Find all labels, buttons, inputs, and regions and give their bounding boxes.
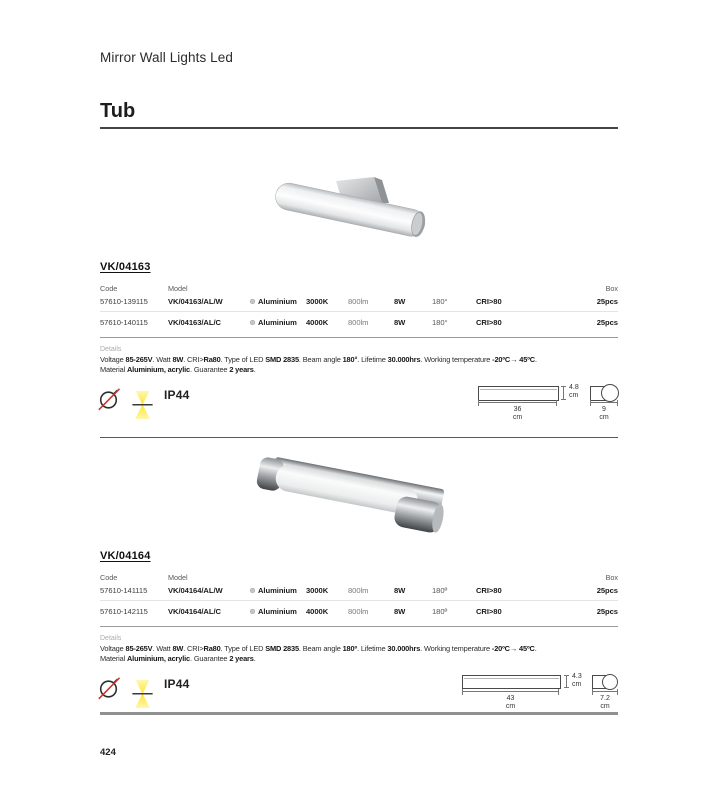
dimension-front-view — [478, 386, 559, 401]
cell-code: 57610-140115 — [100, 318, 148, 327]
table-row — [100, 312, 618, 337]
cell-box-qty: 25pcs — [596, 297, 618, 306]
product-sku[interactable]: VK/04164 — [100, 550, 151, 562]
dimension-height-label: 4.3 cm — [572, 673, 582, 688]
cell-model: VK/04164/AL/W — [168, 586, 223, 595]
col-header-model: Model — [168, 573, 188, 582]
dimension-length-line — [478, 402, 557, 403]
light-up-down-icon — [129, 679, 156, 709]
cell-finish — [250, 607, 306, 616]
cell-code: 57610-142115 — [100, 607, 148, 616]
cell-beam-angle: 180° — [432, 297, 448, 306]
cell-color-temp: 3000K — [306, 297, 329, 306]
cell-color-temp: 4000K — [306, 318, 329, 327]
cell-lumen: 800lm — [348, 318, 369, 327]
col-header-model: Model — [168, 284, 188, 293]
details-line-specs: Voltage 85-265V. Watt 8W. CRI>Ra80. Type of LED SMD 2835. Beam angle 180º. Lifetime 30.000hrs. Working temperature -20ºC→ 45ºC. — [100, 644, 537, 653]
details-line-specs: Voltage 85-265V. Watt 8W. CRI>Ra80. Type of LED SMD 2835. Beam angle 180°. Lifetime 30.000hrs. Working temperature -20ºC→ 45ºC. — [100, 355, 537, 364]
cell-finish — [250, 318, 306, 327]
table-row — [100, 601, 618, 626]
cell-lumen: 800lm — [348, 297, 369, 306]
cell-model: VK/04163/AL/W — [168, 297, 223, 306]
cell-box-qty: 25pcs — [596, 318, 618, 327]
light-up-down-icon — [129, 390, 156, 420]
dimension-length-line — [462, 691, 559, 692]
col-header-box: Box — [605, 573, 618, 582]
page-category: Mirror Wall Lights Led — [100, 50, 233, 65]
dimension-depth-line — [592, 691, 618, 692]
section-divider — [100, 437, 618, 438]
finish-color-dot — [250, 609, 255, 614]
ip-rating-badge: IP44 — [164, 677, 190, 691]
dimension-depth-label: 9 cm — [599, 406, 609, 421]
details-line-material: Material Aluminium, acrylic. Guarantee 2 years. — [100, 364, 256, 374]
title-divider — [100, 127, 618, 129]
cell-finish — [250, 297, 306, 306]
cell-watt: 8W — [394, 318, 406, 327]
col-header-box: Box — [605, 284, 618, 293]
finish-color-dot — [250, 299, 255, 304]
dimension-depth-label: 7.2 cm — [600, 695, 610, 710]
finish-label: Aluminium — [258, 607, 297, 616]
table-header-row — [100, 284, 618, 294]
col-header-code: Code — [100, 284, 118, 293]
dimension-length-label: 36 cm — [512, 406, 523, 421]
cell-cri: CRI>80 — [476, 297, 502, 306]
spec-table — [100, 573, 618, 627]
table-header-row — [100, 573, 618, 583]
cell-code: 57610-139115 — [100, 297, 148, 306]
dimension-length-label: 43 cm — [505, 695, 516, 710]
cell-cri: CRI>80 — [476, 607, 502, 616]
dimension-height-label: 4.8 cm — [569, 384, 579, 399]
cell-watt: 8W — [394, 607, 406, 616]
finish-color-dot — [250, 588, 255, 593]
product-photo-tube-light — [272, 172, 436, 244]
cell-model: VK/04164/AL/C — [168, 607, 221, 616]
cell-lumen: 800lm — [348, 586, 369, 595]
dimension-height-line — [566, 675, 567, 688]
page-number: 424 — [100, 747, 116, 758]
cell-box-qty: 25pcs — [596, 607, 618, 616]
footer-divider — [100, 712, 618, 715]
table-row — [100, 583, 618, 601]
cell-cri: CRI>80 — [476, 318, 502, 327]
finish-color-dot — [250, 320, 255, 325]
cell-finish — [250, 586, 306, 595]
cell-cri: CRI>80 — [476, 586, 502, 595]
spec-table — [100, 284, 618, 338]
table-row — [100, 294, 618, 312]
col-header-code: Code — [100, 573, 118, 582]
dimension-side-view-circle — [602, 674, 618, 690]
cell-model: VK/04163/AL/C — [168, 318, 221, 327]
cell-beam-angle: 180º — [432, 607, 448, 616]
cell-watt: 8W — [394, 297, 406, 306]
cell-color-temp: 3000K — [306, 586, 329, 595]
cell-box-qty: 25pcs — [596, 586, 618, 595]
product-sku[interactable]: VK/04163 — [100, 261, 151, 273]
dimension-height-line — [563, 386, 564, 400]
details-block — [100, 346, 618, 375]
finish-label: Aluminium — [258, 586, 297, 595]
finish-label: Aluminium — [258, 297, 297, 306]
details-block — [100, 635, 618, 664]
not-dimmable-icon — [98, 676, 123, 700]
details-line-material: Material Aluminium, acrylic. Guarantee 2 years. — [100, 653, 256, 663]
dimension-front-view — [462, 675, 561, 689]
dimension-depth-line — [590, 402, 618, 403]
cell-code: 57610-141115 — [100, 586, 148, 595]
details-label: Details — [100, 346, 122, 353]
page-title: Tub — [100, 100, 136, 122]
cell-color-temp: 4000K — [306, 607, 329, 616]
cell-beam-angle: 180° — [432, 318, 448, 327]
cell-lumen: 800lm — [348, 607, 369, 616]
cell-watt: 8W — [394, 586, 406, 595]
product-photo-chrome-tube-light — [254, 454, 450, 536]
finish-label: Aluminium — [258, 318, 297, 327]
ip-rating-badge: IP44 — [164, 388, 190, 402]
cell-beam-angle: 180º — [432, 586, 448, 595]
details-label: Details — [100, 635, 122, 642]
not-dimmable-icon — [98, 387, 123, 411]
